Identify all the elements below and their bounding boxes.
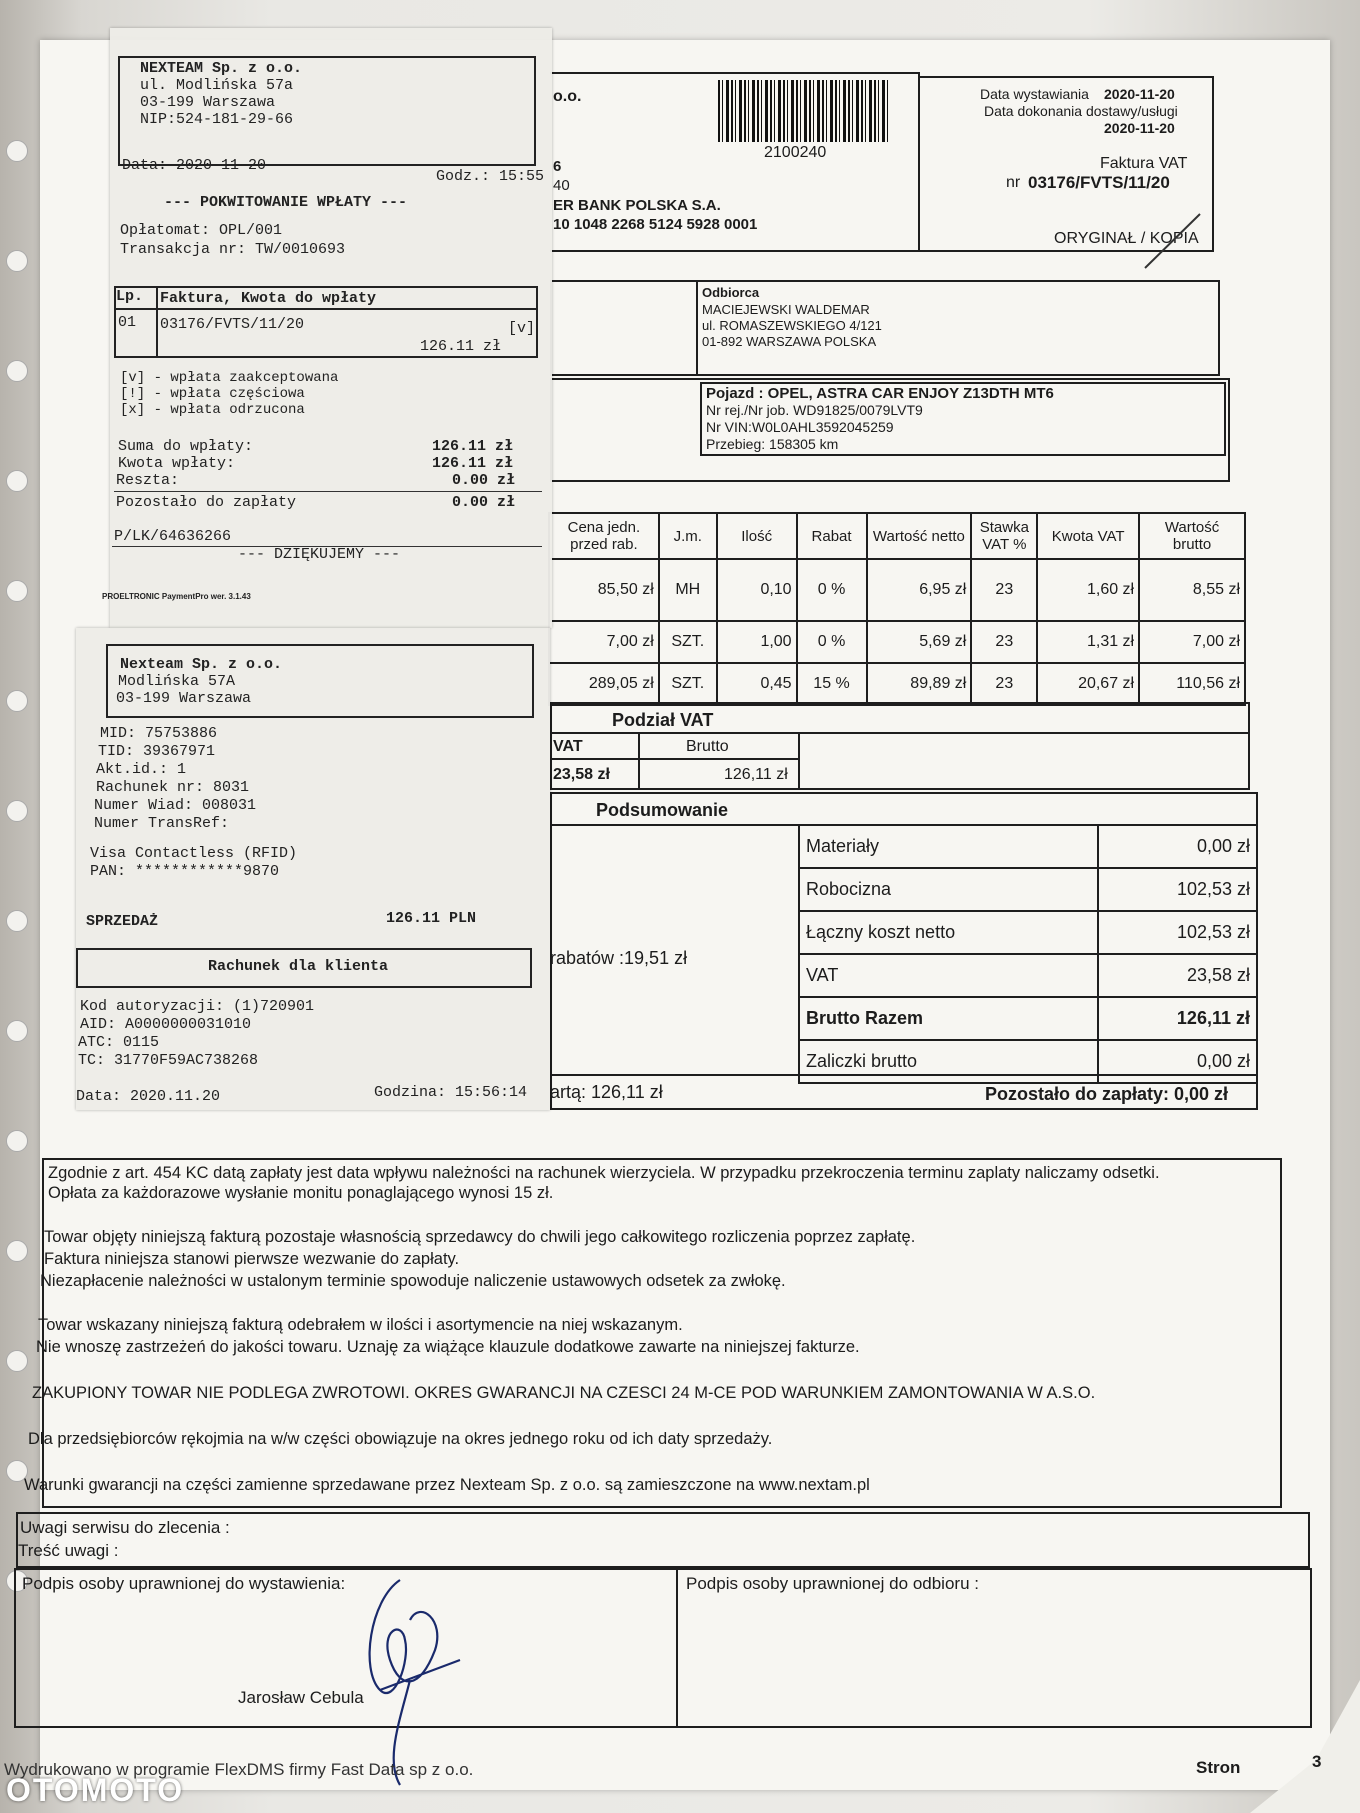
signature-issuer-label: Podpis osoby uprawnionej do wystawienia: xyxy=(22,1574,346,1593)
receipt1-ref: P/LK/64636266 xyxy=(114,528,232,545)
cell: 0 % xyxy=(797,559,867,621)
receipt2-sale-label: SPRZEDAŻ xyxy=(86,913,159,930)
receipt1-sum-label: Suma do wpłaty: xyxy=(118,438,254,455)
receipt2-atc: ATC: 0115 xyxy=(78,1034,160,1051)
receipt2-date: Data: 2020.11.20 xyxy=(76,1088,221,1105)
cell: 110,56 zł xyxy=(1139,663,1245,705)
delivery-date-label: Data dokonania dostawy/usługi xyxy=(984,103,1178,119)
receipt1-paid: 126.11 zł xyxy=(432,455,514,472)
bank-line-1: 6 xyxy=(553,158,562,175)
summary-value: 0,00 zł xyxy=(1098,825,1257,868)
terms-line: Warunki gwarancji na części zamienne sprzedawane przez Nexteam Sp. z o.o. są zamieszczone na www.nextam.pl xyxy=(24,1476,870,1494)
cell: 89,89 zł xyxy=(867,663,972,705)
cell: 0 % xyxy=(797,621,867,663)
barcode-number: 2100240 xyxy=(764,144,827,161)
copy-label: ORYGINAŁ / KOPIA xyxy=(1054,230,1199,247)
vat-col-label: VAT xyxy=(553,738,583,755)
summary-label: Łączny koszt netto xyxy=(799,911,1098,954)
summary-remaining: Pozostało do zapłaty: 0,00 zł xyxy=(985,1084,1229,1104)
cell: 0,45 xyxy=(717,663,797,705)
receipt2-sale: 126.11 PLN xyxy=(386,910,477,927)
watermark: OTOMOTO xyxy=(6,1772,185,1808)
receipt1-date: Data: 2020-11-20 xyxy=(122,157,267,174)
brutto-col-label: Brutto xyxy=(686,738,729,755)
cell: 85,50 zł xyxy=(549,559,659,621)
summary-value: 102,53 zł xyxy=(1098,911,1257,954)
receipt1-sum: 126.11 zł xyxy=(432,438,514,455)
footer-page-label: Stron xyxy=(1196,1758,1241,1777)
summary-discount: rabatów :19,51 zł xyxy=(550,948,688,968)
barcode xyxy=(718,80,888,142)
receipt2-pan: PAN: ************9870 xyxy=(90,863,280,880)
signature-issuer-name: Jarosław Cebula xyxy=(238,1688,364,1707)
receipt1-left: 0.00 zł xyxy=(452,494,516,511)
footer-printed: Wydrukowano w programie FlexDMS firmy Fast Data sp z o.o. xyxy=(4,1760,474,1779)
cell: 5,69 zł xyxy=(867,621,972,663)
summary-label: VAT xyxy=(799,954,1098,997)
receipt1-legend: [x] - wpłata odrzucona xyxy=(120,402,305,418)
bank-line-2: 40 xyxy=(553,177,570,194)
cell: SZT. xyxy=(659,663,717,705)
summary-value: 102,53 zł xyxy=(1098,868,1257,911)
summary-label: Brutto Razem xyxy=(799,997,1098,1040)
issue-date: 2020-11-20 xyxy=(1104,86,1175,102)
cell: 289,05 zł xyxy=(549,663,659,705)
terms-line: Zgodnie z art. 454 KC datą zapłaty jest data wpływu należności na rachunek wierzyciela. W przypadku przekroczenia terminu zaplaty naliczamy odsetki. xyxy=(48,1164,1160,1182)
cell: 1,00 xyxy=(717,621,797,663)
receipt2-bill: Rachunek nr: 8031 xyxy=(96,779,250,796)
terms-line: Nie wnoszę zastrzeżeń do jakości towaru. Uznaję za wiążące klauzule dodatkowe zawarte na niniejszej fakturze. xyxy=(36,1338,860,1356)
vat-split-title: Podział VAT xyxy=(612,710,714,730)
receipt1-time: Godz.: 15:55 xyxy=(436,168,545,185)
summary-value: 126,11 zł xyxy=(1098,997,1257,1040)
receipt2-aid: AID: A0000000031010 xyxy=(80,1016,252,1033)
receipt2-wiad: Numer Wiad: 008031 xyxy=(94,797,257,814)
receipt2-for-client: Rachunek dla klienta xyxy=(208,958,389,975)
terms-line: Towar wskazany niniejszą fakturą odebrałem w ilości i asortymencie na niej wskazanym. xyxy=(38,1316,683,1334)
terms-line: Dla przedsiębiorców rękojmia na w/w części obowiązuje na okres jednego roku od ich daty sprzedaży. xyxy=(28,1430,773,1448)
cell: MH xyxy=(659,559,717,621)
summary-row xyxy=(799,1040,1257,1083)
terms-line: Niezapłacenie należności w ustalonym terminie spowoduje naliczenie ustawowych odsetek za zwłokę. xyxy=(40,1272,786,1290)
table-row xyxy=(549,663,1245,705)
vehicle-mileage: Przebieg: 158305 km xyxy=(706,436,839,452)
receipt1-title: --- POKWITOWANIE WPŁATY --- xyxy=(164,194,408,211)
terms-line: Faktura niniejsza stanowi pierwsze wezwanie do zapłaty. xyxy=(44,1250,460,1268)
items-table xyxy=(548,512,1246,706)
summary-row xyxy=(799,825,1257,868)
summary-row xyxy=(799,911,1257,954)
items-header-row xyxy=(549,513,1245,559)
receipt1-legend: [v] - wpłata zaakceptowana xyxy=(120,370,339,386)
col-header: Wartość brutto xyxy=(1139,513,1245,559)
bank-account: 10 1048 2268 5124 5928 0001 xyxy=(553,216,758,233)
notes-content: Treść uwagi : xyxy=(18,1541,119,1560)
summary-value: 0,00 zł xyxy=(1098,1040,1257,1083)
col-header: Kwota VAT xyxy=(1037,513,1139,559)
strike-mark xyxy=(1140,210,1210,270)
receipt2-street: Modlińska 57A xyxy=(118,673,236,690)
summary-row xyxy=(799,868,1257,911)
footer-page-number: 3 xyxy=(1312,1752,1322,1771)
table-row xyxy=(549,621,1245,663)
cell: 1,31 zł xyxy=(1037,621,1139,663)
cell: 7,00 zł xyxy=(1139,621,1245,663)
receipt2-auth: Kod autoryzacji: (1)720901 xyxy=(80,998,315,1015)
receipt2-mid: MID: 75753886 xyxy=(100,725,218,742)
col-header: Stawka VAT % xyxy=(971,513,1037,559)
recipient-label: Odbiorca xyxy=(702,285,760,300)
signature-receiver-label: Podpis osoby uprawnionej do odbioru : xyxy=(686,1574,979,1593)
summary-row xyxy=(799,954,1257,997)
receipt2-akt: Akt.id.: 1 xyxy=(96,761,187,778)
receipt1-change-label: Reszta: xyxy=(116,472,180,489)
summary-card: artą: 126,11 zł xyxy=(550,1082,663,1102)
binder-holes xyxy=(6,140,28,1680)
table-row xyxy=(549,559,1245,621)
summary-label: Materiały xyxy=(799,825,1098,868)
cell: 6,95 zł xyxy=(867,559,972,621)
receipt1-nip: NIP:524-181-29-66 xyxy=(140,111,294,128)
cell: 23 xyxy=(971,621,1037,663)
vat-split-col-line xyxy=(638,732,640,790)
bank-name: ER BANK POLSKA S.A. xyxy=(553,197,721,214)
receipt1-left-label: Pozostało do zapłaty xyxy=(116,494,297,511)
cell: 23 xyxy=(971,663,1037,705)
receipt2-ref: Numer TransRef: xyxy=(94,815,230,832)
receipt1-vendor: PROELTRONIC PaymentPro wer. 3.1.43 xyxy=(102,592,251,601)
receipt2-company: Nexteam Sp. z o.o. xyxy=(120,656,283,673)
notes-service: Uwagi serwisu do zlecenia : xyxy=(20,1518,230,1537)
receipt1-row-status: [v] xyxy=(508,320,536,337)
col-header: J.m. xyxy=(659,513,717,559)
summary-bottom-divider xyxy=(550,1074,1258,1076)
summary-label: Robocizna xyxy=(799,868,1098,911)
cell: 15 % xyxy=(797,663,867,705)
receipt1-paid-label: Kwota wpłaty: xyxy=(118,455,236,472)
receipt1-table-col xyxy=(156,286,158,358)
vat-split-divider xyxy=(550,732,1250,734)
cell: 23 xyxy=(971,559,1037,621)
summary-table xyxy=(798,824,1258,1084)
receipt2-city: 03-199 Warszawa xyxy=(116,690,252,707)
vat-split-divider-2 xyxy=(550,758,798,760)
invoice-type: Faktura VAT xyxy=(1100,155,1188,172)
vehicle-reg: Nr rej./Nr job. WD91825/0079LVT9 xyxy=(706,402,923,418)
cell: 0,10 xyxy=(717,559,797,621)
company-partial: o.o. xyxy=(553,88,582,105)
issue-date-label: Data wystawiania xyxy=(980,86,1089,102)
receipt1-thanks: --- DZIĘKUJEMY --- xyxy=(238,546,401,563)
receipt1-street: ul. Modlińska 57a xyxy=(140,77,294,94)
vat-split-brutto: 126,11 zł xyxy=(724,766,788,783)
cell: 1,60 zł xyxy=(1037,559,1139,621)
receipt2-tc: TC: 31770F59AC738268 xyxy=(78,1052,259,1069)
receipt1-row-lp: 01 xyxy=(118,314,137,331)
invoice-number: 03176/FVTS/11/20 xyxy=(1028,173,1170,192)
receipt1-legend: [!] - wpłata częściowa xyxy=(120,386,305,402)
cell: SZT. xyxy=(659,621,717,663)
vehicle-vin: Nr VIN:W0L0AHL3592045259 xyxy=(706,419,894,435)
receipt1-col-lp: Lp. xyxy=(116,288,144,305)
invoice-number-label: nr xyxy=(1006,174,1021,191)
col-header: Cena jedn. przed rab. xyxy=(549,513,659,559)
terms-line: Opłata za każdorazowe wysłanie monitu ponaglającego wynosi 15 zł. xyxy=(48,1184,554,1202)
receipt1-col-desc: Faktura, Kwota do wpłaty xyxy=(160,290,377,307)
col-header: Wartość netto xyxy=(867,513,972,559)
terms-line: Towar objęty niniejszą fakturą pozostaje własnością sprzedawcy do chwili jego całkowitego rozliczenia poprzez zapłatę. xyxy=(44,1228,916,1246)
delivery-date: 2020-11-20 xyxy=(1104,120,1175,136)
handwritten-signature xyxy=(340,1560,480,1790)
summary-label: Zaliczki brutto xyxy=(799,1040,1098,1083)
summary-row xyxy=(799,997,1257,1040)
receipt1-city: 03-199 Warszawa xyxy=(140,94,276,111)
receipt1-terminal: Opłatomat: OPL/001 xyxy=(120,222,283,239)
receipt2-time: Godzina: 15:56:14 xyxy=(374,1084,528,1101)
vat-split-col-line-2 xyxy=(798,732,800,790)
receipt1-divider xyxy=(114,491,542,492)
receipt1-transaction: Transakcja nr: TW/0010693 xyxy=(120,241,346,258)
receipt2-tid: TID: 39367971 xyxy=(98,743,216,760)
receipt1-change: 0.00 zł xyxy=(452,472,516,489)
recipient-street: ul. ROMASZEWSKIEGO 4/121 xyxy=(702,318,882,333)
summary-value: 23,58 zł xyxy=(1098,954,1257,997)
summary-title: Podsumowanie xyxy=(596,800,729,820)
recipient-name: MACIEJEWSKI WALDEMAR xyxy=(702,302,870,317)
col-header: Ilość xyxy=(717,513,797,559)
recipient-city: 01-892 WARSZAWA POLSKA xyxy=(702,334,877,349)
col-header: Rabat xyxy=(797,513,867,559)
receipt1-table-divider xyxy=(114,308,538,310)
terms-line: ZAKUPIONY TOWAR NIE PODLEGA ZWROTOWI. OKRES GWARANCJI NA CZESCI 24 M-CE POD WARUNKIEM ZAMONTOWANIA W A.S.O. xyxy=(32,1384,1096,1402)
cell: 8,55 zł xyxy=(1139,559,1245,621)
receipt1-company: NEXTEAM Sp. z o.o. xyxy=(140,60,303,77)
receipt2-card: Visa Contactless (RFID) xyxy=(90,845,298,862)
receipt1-row-invoice: 03176/FVTS/11/20 xyxy=(160,316,305,333)
vat-split-vat: 23,58 zł xyxy=(553,766,610,783)
receipt1-row-amount: 126.11 zł xyxy=(420,338,502,355)
cell: 7,00 zł xyxy=(549,621,659,663)
cell: 20,67 zł xyxy=(1037,663,1139,705)
vehicle-title: Pojazd : OPEL, ASTRA CAR ENJOY Z13DTH MT6 xyxy=(706,385,1054,402)
